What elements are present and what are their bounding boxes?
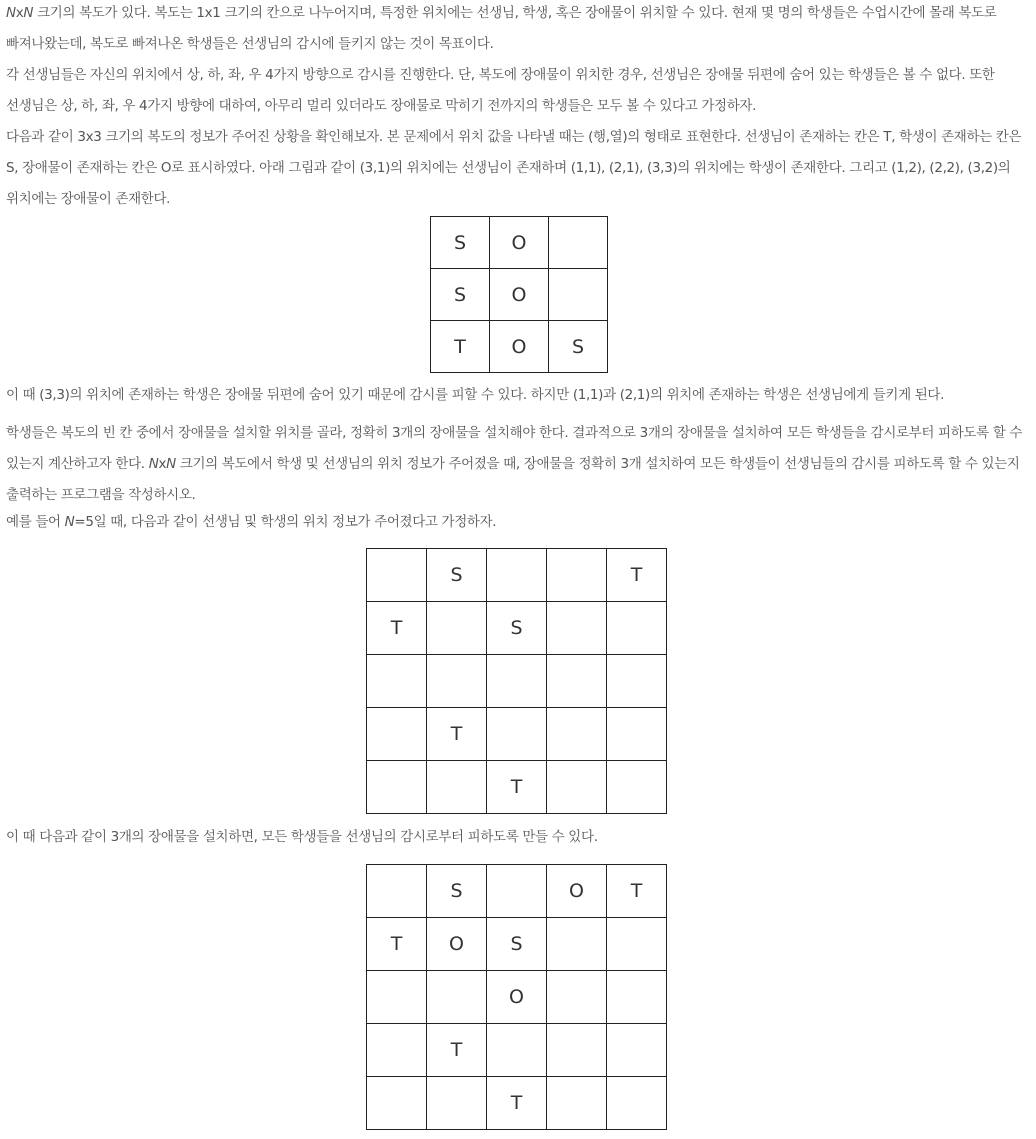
grid-cell (367, 865, 427, 918)
grid-cell (487, 655, 547, 708)
grid-row (431, 217, 608, 269)
grid-cell (427, 1077, 487, 1130)
grid-cell (367, 655, 427, 708)
grid-cell (547, 602, 607, 655)
grid-row (367, 918, 667, 971)
grid-cell (547, 1024, 607, 1077)
grid-row (431, 269, 608, 321)
grid-cell (427, 761, 487, 814)
grid-cell (607, 1024, 667, 1077)
paragraph-example-3x3: 다음과 같이 3x3 크기의 복도의 정보가 주어진 상황을 확인해보자. 본 문제에서 위치 값을 나타낼 때는 (행,열)의 형태로 표현한다. 선생님이 존재하는 칸은 T, 학생이 존재하는 칸은 S, 장애물이 존재하는 칸은 O로 표시하였다. 아래 그림과 같이 (3,1)의 위치에는 선생님이 존재하며 (1,1), (2,1), (3,3)의 위치에는 학생이 존재한다. 그리고 (1,2), (2,2), (3,2)의 위치에는 장애물이 존재한다. (6, 129, 1022, 207)
var-x: x (15, 5, 24, 21)
grid-cell: S (431, 269, 490, 321)
grid-row (367, 761, 667, 814)
var-n: N (148, 456, 159, 472)
grid-row (367, 549, 667, 602)
grid-row (367, 655, 667, 708)
paragraph-example-text: 예를 들어 (6, 514, 65, 530)
grid-cell (367, 1024, 427, 1077)
grid-cell (547, 1077, 607, 1130)
grid-cell: T (427, 708, 487, 761)
grid-cell: S (549, 321, 608, 373)
grid-cell (427, 971, 487, 1024)
grid-row (367, 708, 667, 761)
grid-cell: T (367, 602, 427, 655)
grid-cell (547, 708, 607, 761)
paragraph-teacher-rules: 각 선생님들은 자신의 위치에서 상, 하, 좌, 우 4가지 방향으로 감시를 진행한다. 단, 복도에 장애물이 위치한 경우, 선생님은 장애물 뒤편에 숨어 있는 학생들은 볼 수 없다. 또한 선생님은 상, 하, 좌, 우 4가지 방향에 대하여, 아무리 멀리 있더라도 장애물로 막히기 전까지의 학생들은 모두 볼 수 있다고 가정하자. (6, 67, 995, 114)
grid-cell (367, 708, 427, 761)
paragraph-hidden-student: 이 때 (3,3)의 위치에 존재하는 학생은 장애물 뒤편에 숨어 있기 때문에 감시를 피할 수 있다. 하지만 (1,1)과 (2,1)의 위치에 존재하는 학생은 선생님에게 들키게 된다. (6, 387, 945, 403)
grid-cell: O (487, 971, 547, 1024)
paragraph-task-text-2: 크기의 복도에서 학생 및 선생님의 위치 정보가 주어졌을 때, 장애물을 정확히 3개 설치하여 모든 학생들이 선생님들의 감시를 피하도록 할 수 있는지 출력하는 프로그램을 작성하시오. (6, 456, 1020, 503)
var-n: N (23, 5, 34, 21)
grid-cell: S (427, 549, 487, 602)
grid-cell (549, 217, 608, 269)
grid-cell (547, 761, 607, 814)
grid-cell: S (487, 602, 547, 655)
grid-cell: O (547, 865, 607, 918)
grid-cell (547, 971, 607, 1024)
grid-row (431, 321, 608, 373)
grid-cell: O (490, 217, 549, 269)
grid-cell: T (487, 1077, 547, 1130)
paragraph-intro (6, 0, 1030, 60)
grid-cell (607, 708, 667, 761)
paragraph-example-5x5 (6, 507, 1030, 538)
grid-cell (367, 761, 427, 814)
grid-row (367, 1024, 667, 1077)
grid-cell: S (431, 217, 490, 269)
grid-row (367, 1077, 667, 1130)
grid-cell (487, 1024, 547, 1077)
grid-cell (607, 1077, 667, 1130)
paragraph-task-text: 학생들은 복도의 빈 칸 중에서 장애물을 설치할 위치를 골라, 정확히 3개의 장애물을 설치해야 한다. 결과적으로 3개의 장애물을 설치하여 모든 학생들을 감시로부터 피하도록 할 수 있는지 계산하고자 한다. (6, 425, 1023, 472)
paragraph-task (6, 418, 1030, 511)
grid-row (367, 602, 667, 655)
grid-cell: S (487, 918, 547, 971)
var-n: N (6, 5, 16, 21)
paragraph-example-text-2: =5일 때, 다음과 같이 선생님 및 학생의 위치 정보가 주어졌다고 가정하자. (74, 514, 497, 530)
grid-3x3-example (430, 216, 608, 373)
grid-cell (487, 708, 547, 761)
grid-cell (607, 761, 667, 814)
grid-cell (427, 655, 487, 708)
grid-cell (367, 971, 427, 1024)
grid-cell: T (607, 549, 667, 602)
grid-row (367, 971, 667, 1024)
grid-row (367, 865, 667, 918)
grid-cell (487, 549, 547, 602)
paragraph-intro-text: 크기의 복도가 있다. 복도는 1x1 크기의 칸으로 나누어지며, 특정한 위치에는 선생님, 학생, 혹은 장애물이 위치할 수 있다. 현재 몇 명의 학생들은 수업시간에 몰래 복도로 빠져나왔는데, 복도로 빠져나온 학생들은 선생님의 감시에 들키지 않는 것이 목표이다. (6, 5, 997, 52)
var-n: N (64, 514, 75, 530)
grid-cell: O (490, 321, 549, 373)
grid-cell: T (607, 865, 667, 918)
grid-cell: T (427, 1024, 487, 1077)
grid-cell (607, 655, 667, 708)
grid-cell: T (367, 918, 427, 971)
paragraph-solution: 이 때 다음과 같이 3개의 장애물을 설치하면, 모든 학생들을 선생님의 감시로부터 피하도록 만들 수 있다. (6, 829, 598, 845)
grid-cell (607, 971, 667, 1024)
grid-cell (367, 1077, 427, 1130)
var-x: x (158, 456, 167, 472)
grid-cell: T (487, 761, 547, 814)
grid-cell: S (427, 865, 487, 918)
grid-cell: O (490, 269, 549, 321)
grid-5x5-input (366, 548, 667, 814)
grid-cell (427, 602, 487, 655)
grid-cell (607, 918, 667, 971)
grid-cell (547, 918, 607, 971)
grid-cell: O (427, 918, 487, 971)
grid-cell (547, 655, 607, 708)
grid-5x5-solution (366, 864, 667, 1130)
var-n: N (166, 456, 176, 472)
grid-cell (487, 865, 547, 918)
grid-cell (367, 549, 427, 602)
grid-cell: T (431, 321, 490, 373)
grid-cell (549, 269, 608, 321)
grid-cell (607, 602, 667, 655)
grid-cell (547, 549, 607, 602)
